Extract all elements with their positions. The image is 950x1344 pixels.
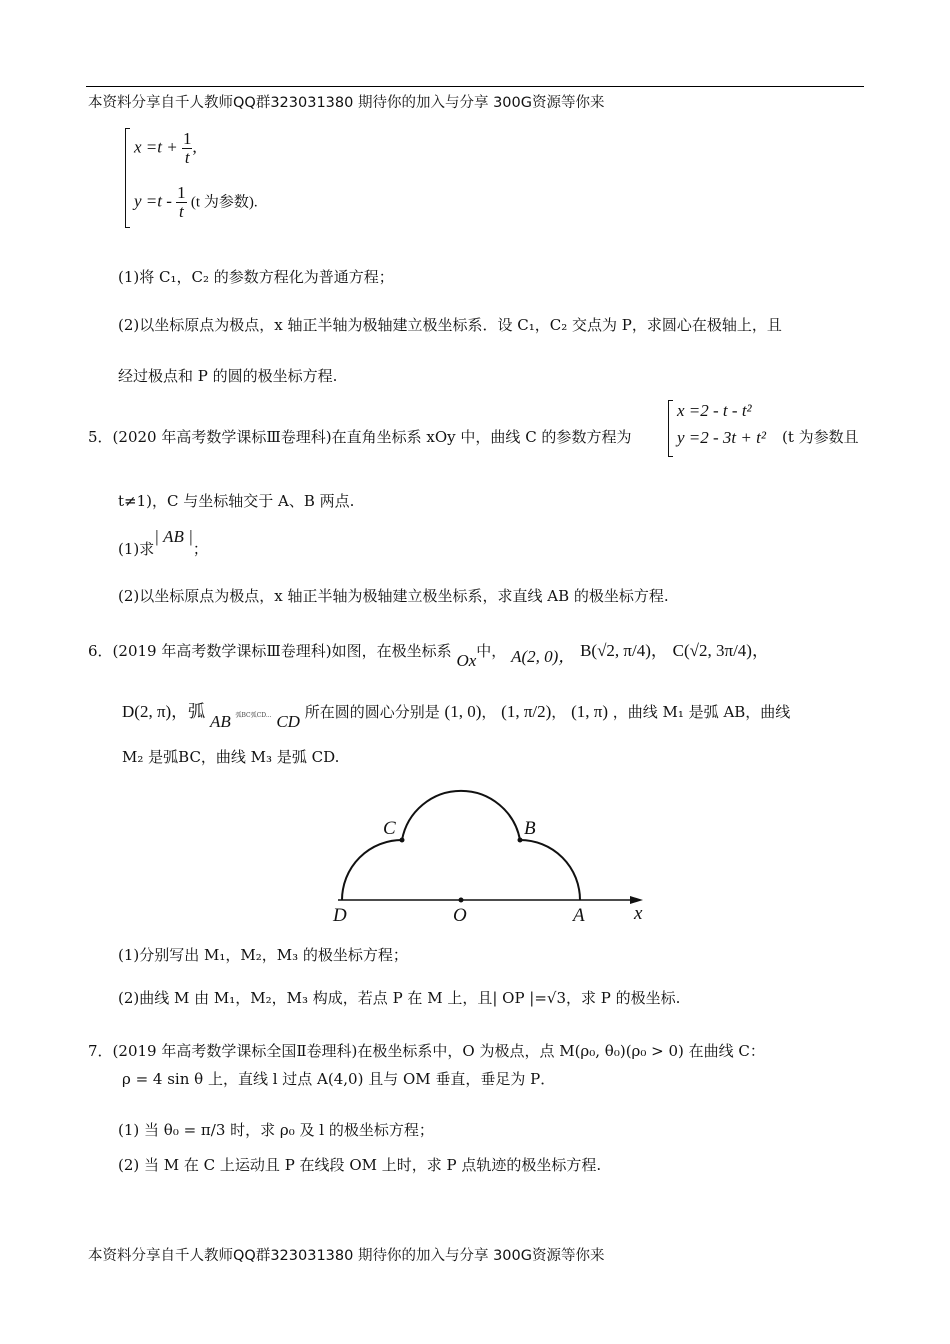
header-rule [86,86,864,87]
p5-q1-math: | AB | [154,527,193,546]
p4-q2b: 经过极点和 P 的圆的极坐标方程. [118,367,338,385]
p7-q1: (1) 当 θ₀ = π/3 时，求 ρ₀ 及 l 的极坐标方程； [118,1121,434,1139]
arc-figure [330,775,650,935]
p6-point-d: D(2, π)，弧 [122,702,206,721]
point-c-dot [400,838,405,843]
eq2-tail: (t 为参数). [190,194,258,211]
p6-line3: M₂ 是弧BC，曲线 M₃ 是弧 CD. [122,748,340,766]
eq2-frac [176,184,187,221]
p5-eq1: x =2 - t - t² [677,401,752,420]
fig-label-b: B [524,818,536,839]
p7-q2: (2) 当 M 在 C 上运动且 P 在线段 OM 上时，求 P 点轨迹的极坐标方程. [118,1156,602,1174]
p5-q1-post: ； [192,540,208,558]
p6-stem-text: 6．(2019 年高考数学课标Ⅲ卷理科)如图，在极坐标系 [88,642,452,660]
eq2-num: 1 [177,183,186,202]
p6-line2-tail: ，曲线 M₁ 是弧 AB，曲线 [612,703,791,721]
eq1-frac [182,130,193,167]
p6-point-a: A(2, 0)， [511,647,576,666]
p6-line2: D(2, π)，弧 AB 弧BC弧CD... CD 所在圆的圆心分别是 (1, 0)， (1, π/2)， (1, π) ，曲线 M₁ 是弧 AB，曲线 [122,702,791,731]
p7-stem: 7．(2019 年高考数学课标全国Ⅱ卷理科)在极坐标系中，O 为极点，点 M(ρ₀, θ₀)(ρ₀ > 0) 在曲线 C： [88,1042,765,1060]
eq1-den: t [184,147,190,167]
arc-bc [402,791,520,840]
arc-ab [520,840,580,900]
fig-label-a: A [573,905,585,926]
p6-q2: (2)曲线 M 由 M₁，M₂，M₃ 构成，若点 P 在 M 上，且| OP |=√3，求 P 的极坐标. [118,989,681,1007]
fig-label-c: C [383,818,396,839]
center-2: (1, π/2) [501,702,552,721]
eq2-left: y =t - [134,191,172,211]
p6-line2-mid: 所在圆的圆心分别是 [304,703,440,721]
center-3: (1, π) [571,702,608,721]
fig-label-o: O [453,905,467,926]
p6-stem [88,636,769,670]
p5-q2: (2)以坐标原点为极点，x 轴正半轴为极轴建立极坐标系，求直线 AB 的极坐标方程. [118,587,669,605]
p6-point-b: B(√2, π/4)， [580,641,668,660]
p6-q1: (1)分别写出 M₁，M₂，M₃ 的极坐标方程； [118,946,408,964]
p7-line2: ρ = 4 sin θ 上，直线 l 过点 A(4,0) 且与 OM 垂直，垂足为 P． [122,1070,556,1088]
garbled-arc-bc: 弧BC弧CD... [235,712,272,719]
p4-q1: (1)将 C₁，C₂ 的参数方程化为普通方程； [118,268,394,286]
system-brace [125,128,130,228]
eq-y [134,184,258,221]
eq-x [134,130,197,167]
p5-cont: t≠1)，C 与坐标轴交于 A、B 两点. [118,492,355,510]
fig-label-d: D [333,905,347,926]
eq2-den: t [179,201,184,221]
fig-label-x: x [634,903,643,924]
p6-ox: Ox [456,651,477,670]
p6-pts: 中， [476,642,507,660]
arc-cd-1: CD [276,712,300,731]
p5-eq-tail: (t 为参数且 [782,428,859,446]
p5-q1 [118,527,208,559]
p5-brace [668,400,673,457]
p6-point-c: C(√2, 3π/4)， [672,641,769,660]
page-header: 本资料分享自千人教师QQ群323031380 期待你的加入与分享 300G资源等你来 [88,95,605,111]
arc-ab-1: AB [209,712,231,731]
p4-q2a: (2)以坐标原点为极点，x 轴正半轴为极轴建立极坐标系．设 C₁，C₂ 交点为 P，求圆心在极轴上，且 [118,316,782,334]
eq1-num: 1 [182,129,192,148]
point-b-dot [518,838,523,843]
p5-eq2: y =2 - 3t + t² [677,428,766,447]
p5-stem: 5．(2020 年高考数学课标Ⅲ卷理科)在直角坐标系 xOy 中，曲线 C 的参数方程为 [88,428,632,446]
eq1-left: x =t + [134,137,178,157]
p5-q1-pre: (1)求 [118,540,155,558]
page-footer: 本资料分享自千人教师QQ群323031380 期待你的加入与分享 300G资源等你来 [88,1248,605,1264]
point-o-dot [459,898,464,903]
center-1: (1, 0) [444,702,482,721]
eq1-tail: , [192,137,197,157]
arc-cd [342,840,402,900]
